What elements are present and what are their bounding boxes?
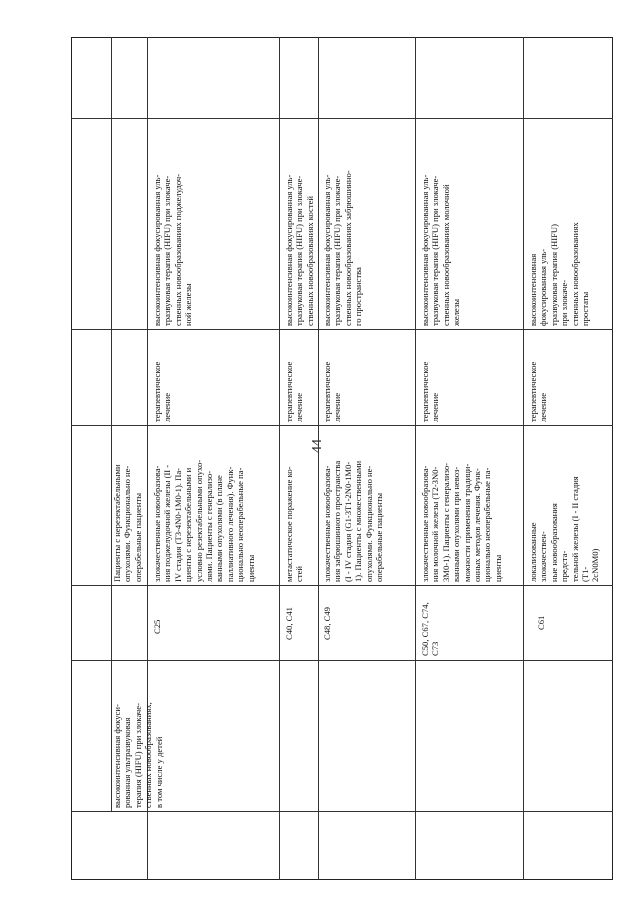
icd-codes: C48, C49	[322, 607, 332, 640]
column-divider	[71, 585, 613, 586]
column-divider	[71, 329, 613, 330]
row-divider	[523, 37, 524, 880]
column-divider	[71, 811, 613, 812]
icd-codes: C61	[536, 615, 546, 630]
column-divider	[71, 425, 613, 426]
method-name-group: высокоинтенсивная фокуси- рованная ультразвуковая терапия (HIFU) при злокаче- ственных новообразованиях, в том числе у детей	[112, 702, 164, 808]
column-divider	[71, 660, 613, 661]
method-text: высокоинтенсивная фокусированная уль- тразвуковая терапия (HIFU) при злокаче- ственных новообразованиях простаты	[528, 222, 591, 326]
method-text: высокоинтенсивная фокусированная уль- тразвуковая терапия (HIFU) при злокаче- ственных новообразованиях забрюшинно- го пространства	[322, 170, 364, 326]
row-divider	[111, 37, 112, 811]
disease-text: злокачественные новообразова- ния поджелудочной железы (II - IV стадия (T3-4N0-1M0-1). Па- циенты с нерезектабельными и условно резектабельными опухо- лями. Пациенты с генерализо- ванными опухолями (в плане паллиативного лечения). Функ- ционально неоперабельные па- циенты	[152, 459, 256, 582]
disease-text: метастатическое поражение ко- стей	[284, 466, 305, 582]
intro-disease-text: Пациенты с нерезектабельными опухолями. Функционально не- операбельные пациенты	[112, 464, 143, 582]
row-divider	[279, 37, 280, 880]
row-divider	[415, 37, 416, 880]
column-divider	[71, 118, 613, 119]
icd-codes: C40, C41	[284, 607, 294, 640]
method-text: высокоинтенсивная фокусированная уль- тразвуковая терапия (HIFU) при злокаче- ственных новообразованиях поджелудоч- ной железы	[152, 173, 194, 326]
treatment-type: терапевтическое лечение	[322, 361, 343, 422]
icd-codes: C25	[152, 619, 162, 634]
disease-text: злокачественные новообразова- ния молочной железы (T2-3N0- 3M0-1). Пациенты с генерализо- ванными опухолями при невоз- можности применения традици- онных методов лечения. Функ- ционально неоперабельные па- циенты	[420, 462, 503, 582]
treatment-type: терапевтическое лечение	[284, 361, 305, 422]
icd-codes: C50, C67, C74, C73	[420, 602, 441, 656]
method-text: высокоинтенсивная фокусированная уль- тразвуковая терапия (HIFU) при злокаче- ственных новообразованиях костей	[284, 174, 315, 326]
method-text: высокоинтенсивная фокусированная уль- тразвуковая терапия (HIFU) при злокаче- ственных новообразованиях молочной железы	[420, 174, 462, 326]
page-number: 44	[310, 439, 325, 453]
treatment-type: терапевтическое лечение	[420, 361, 441, 422]
row-divider	[318, 37, 319, 880]
disease-text: локализованные злокачествен- ные новообразования предста- тельной железы (I - II стадия (T1- 2cN0M0)	[528, 476, 601, 582]
treatment-type: терапевтическое лечение	[528, 361, 549, 422]
disease-text: злокачественные новообразова- ния забрюшинного пространства (I - IV стадия (G1-3T1-2N0-1M0- 1). Пациенты с множественными опухолями. Функционально не- операбельные пациенты	[322, 460, 385, 582]
treatment-type: терапевтическое лечение	[152, 361, 173, 422]
